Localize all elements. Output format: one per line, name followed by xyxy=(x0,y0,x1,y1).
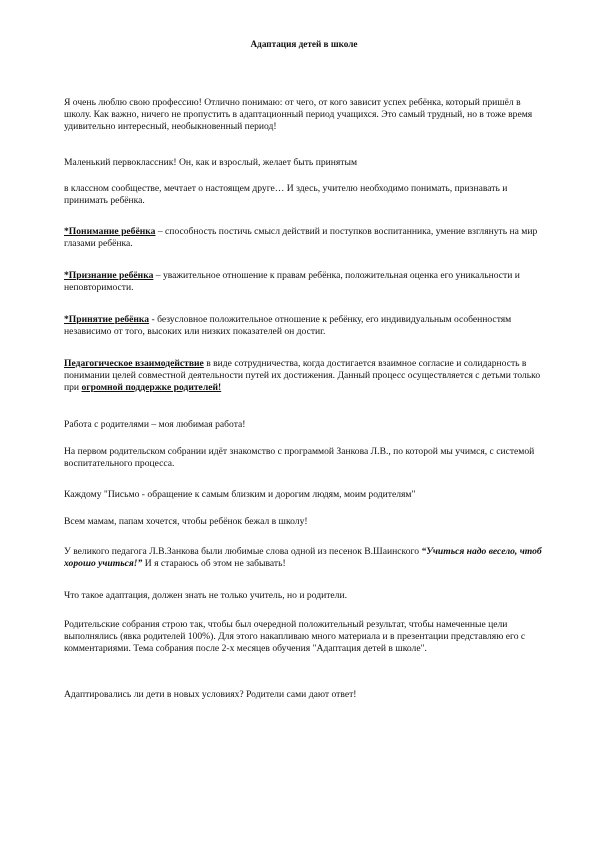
paragraph-letter: Каждому "Письмо - обращение к самым близким и дорогим людям, моим родителям" xyxy=(64,489,416,500)
term-understanding: *Понимание ребёнка xyxy=(64,226,156,237)
definition-understanding: – способность постичь смысл действий и поступков воспитанника, умение взглянуть на мир глазами ребёнка. xyxy=(64,226,538,249)
parent-support-phrase: огромной поддержке родителей! xyxy=(81,382,222,393)
paragraph-intro: Я очень люблю свою профессию! Отлично понимаю: от чего, от кого зависит успех ребёнка, который пришёл в школу. Как важно, ничего не пропустить в адаптационный период учащихся. Это самый трудный, но в тоже время удивительно интересный, необыкновенный период! xyxy=(64,97,533,132)
paragraph-recognition xyxy=(64,270,544,294)
paragraph-first-grader: Маленький первоклассник! Он, как и взрослый, желает быть принятым xyxy=(64,157,358,168)
paragraph-first-meeting: На первом родительском собрании идёт знакомство с программой Занкова Л.В., по которой мы учимся, с системой воспитательного процесса. xyxy=(64,446,535,469)
paragraph-class-community: в классном сообществе, мечтает о настоящем друге… И здесь, учителю необходимо понимать, признавать и принимать ребёнка. xyxy=(64,183,508,206)
definition-recognition: – уважительное отношение к правам ребёнка, положительная оценка его уникальности и неповторимости. xyxy=(64,270,520,293)
paragraph-meetings: Родительские собрания строю так, чтобы был очередной положительный результат, чтобы намеченные цели выполнялись (явка родителей 100%). Для этого накапливаю много материала и в презентации представляю его с комментариями. Тема собрания после 2-х месяцев обучения "Адаптация детей в школе". xyxy=(64,619,526,654)
term-interaction: Педагогическое взаимодействие xyxy=(64,358,204,369)
paragraph-zankov xyxy=(64,546,544,570)
paragraph-interaction xyxy=(64,358,544,394)
paragraph-acceptance xyxy=(64,314,544,338)
paragraph-work-with-parents: Работа с родителями – моя любимая работа! xyxy=(64,419,246,430)
paragraph-conclusion: Адаптировались ли дети в новых условиях? Родители сами дают ответ! xyxy=(64,689,357,700)
definition-acceptance: - безусловное положительное отношение к ребёнку, его индивидуальным особенностям независимо от того, высоких или низких показателей он достиг. xyxy=(64,314,512,337)
definition-interaction: в виде сотрудничества, когда достигается взаимное согласие и солидарность в понимании целей совместной деятельности путей их достижения. Данный процесс осуществляется с детьми только при xyxy=(64,358,541,393)
document-title: Адаптация детей в школе xyxy=(250,39,358,49)
term-acceptance: *Принятие ребёнка xyxy=(64,314,150,325)
zankov-quote: “Учиться надо весело, чтоб хорошо учиться!” xyxy=(64,546,542,569)
paragraph-understanding xyxy=(64,226,544,250)
term-recognition: *Признание ребёнка xyxy=(64,270,154,281)
paragraph-run-to-school: Всем мамам, папам хочется, чтобы ребёнок бежал в школу! xyxy=(64,516,308,527)
zankov-end: И я стараюсь об этом не забывать! xyxy=(142,558,286,569)
zankov-intro: У великого педагога Л.В.Занкова были любимые слова одной из песенок В.Шаинского xyxy=(64,546,422,557)
paragraph-adaptation-knowledge: Что такое адаптация, должен знать не только учитель, но и родители. xyxy=(64,590,347,601)
